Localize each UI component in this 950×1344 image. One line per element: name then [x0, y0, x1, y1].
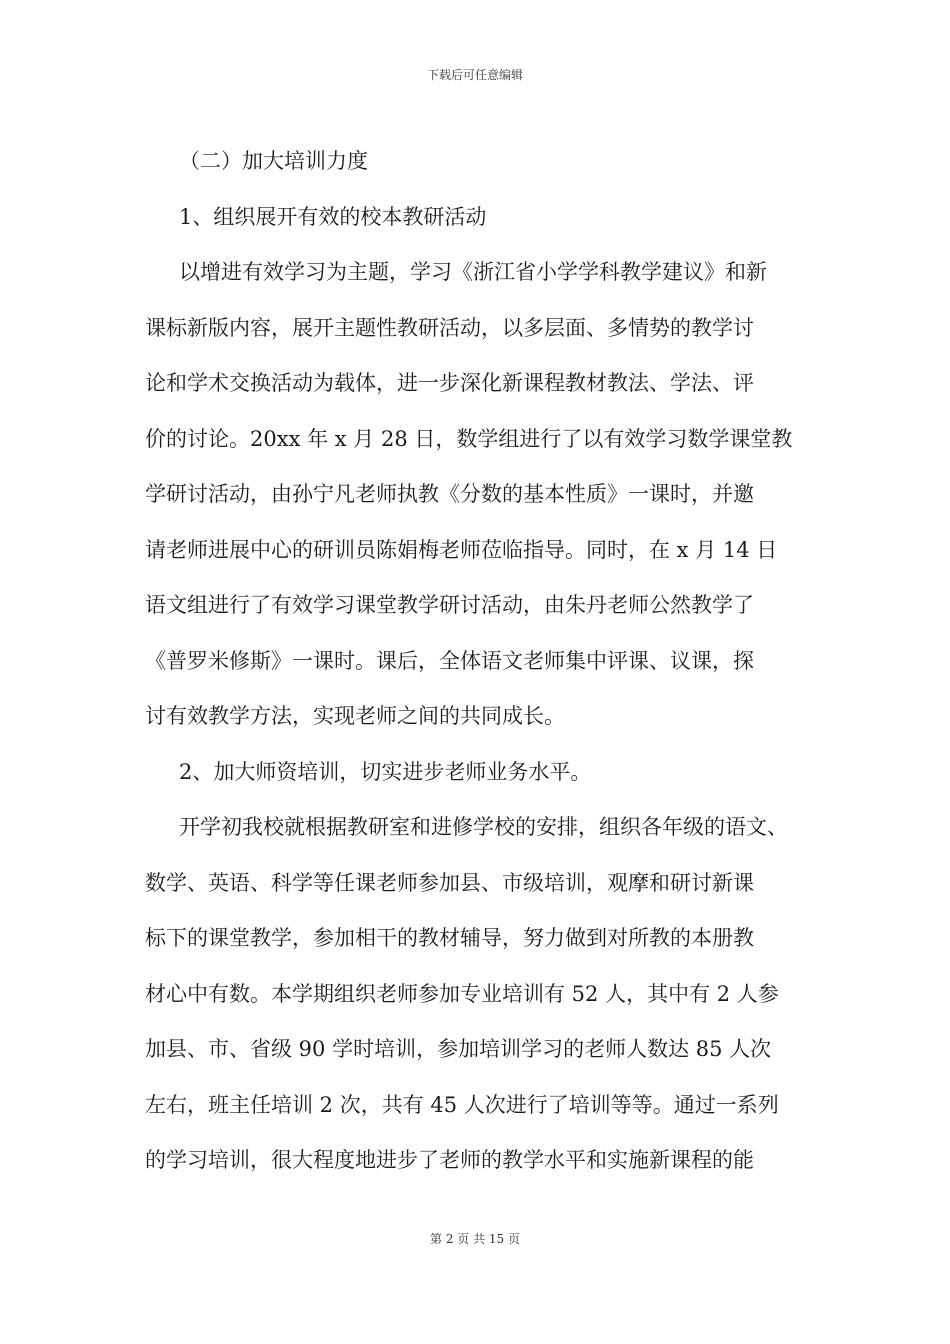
paragraph-line: 左右，班主任培训 2 次，共有 45 人次进行了培训等等。通过一系列 [145, 1092, 779, 1117]
page-header: 下载后可任意编辑 [426, 68, 523, 82]
paragraph-line: 语文组进行了有效学习课堂教学研讨活动，由朱丹老师公然教学了 [145, 593, 754, 617]
paragraph-line: 请老师进展中心的研训员陈娟梅老师莅临指导。同时，在 x 月 14 日 [145, 537, 778, 562]
paragraph-line: 论和学术交换活动为载体，进一步深化新课程教材教法、学法、评 [145, 371, 754, 395]
paragraph-line: 《普罗米修斯》一课时。课后，全体语文老师集中评课、议课，探 [145, 648, 754, 673]
paragraph-line: 标下的课堂教学，参加相干的教材辅导，努力做到对所教的本册教 [145, 926, 754, 950]
paragraph-line: 的学习培训，很大程度地进步了老师的教学水平和实施新课程的能 [145, 1148, 754, 1172]
paragraph-line: 以增进有效学习为主题，学习《浙江省小学学科教学建议》和新 [179, 260, 767, 284]
body-text [145, 134, 845, 1189]
paragraph-line: 讨有效教学方法，实现老师之间的共同成长。 [145, 704, 565, 728]
paragraph-line: 学研讨活动，由孙宁凡老师执教《分数的基本性质》一课时，并邀 [145, 482, 754, 506]
page-footer: 第 2 页 共 15 页 [430, 1232, 520, 1246]
subsection-heading: 1、组织展开有效的校本教研活动 [179, 204, 487, 229]
paragraph-line: 开学初我校就根据教研室和进修学校的安排，组织各年级的语文、 [179, 815, 788, 839]
subsection-heading: 2、加大师资培训，切实进步老师业务水平。 [179, 759, 592, 784]
paragraph-line: 价的讨论。20xx 年 x 月 28 日，数学组进行了以有效学习数学课堂教 [145, 426, 793, 451]
section-heading: （二）加大培训力度 [179, 149, 368, 173]
paragraph-line: 加县、市、省级 90 学时培训，参加培训学习的老师人数达 85 人次 [145, 1037, 772, 1061]
paragraph-line: 数学、英语、科学等任课老师参加县、市级培训，观摩和研讨新课 [145, 870, 754, 895]
paragraph-line: 课标新版内容，展开主题性教研活动，以多层面、多情势的教学讨 [145, 315, 754, 340]
paragraph-line: 材心中有数。本学期组织老师参加专业培训有 52 人，其中有 2 人参 [145, 981, 779, 1006]
